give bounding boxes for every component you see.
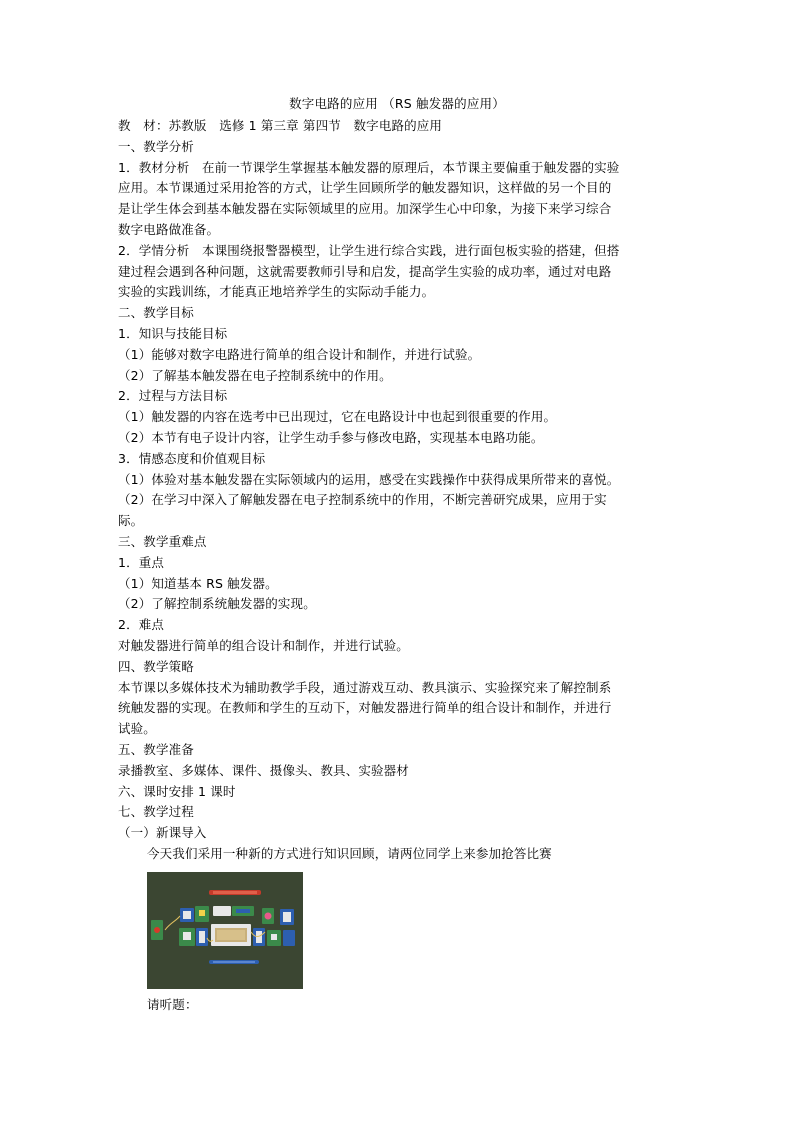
section-heading: 二、教学目标 (118, 305, 194, 321)
paragraph-line: 对触发器进行简单的组合设计和制作，并进行试验。 (118, 637, 409, 653)
paragraph-line: 应用。本节课通过采用抢答的方式，让学生回顾所学的触发器知识，这样做的另一个目的 (118, 180, 612, 196)
subsection-heading: 1．重点 (118, 554, 165, 570)
list-item: （1）知道基本 RS 触发器。 (118, 575, 278, 591)
subsection-heading: （一）新课导入 (118, 825, 207, 841)
paragraph-line: 试验。 (118, 721, 156, 737)
list-item: （2）本节有电子设计内容，让学生动手参与修改电路，实现基本电路功能。 (118, 429, 544, 445)
paragraph-line: 请听题： (147, 996, 198, 1012)
subsection-heading: 2．过程与方法目标 (118, 388, 228, 404)
circuit-board-illustration (147, 872, 303, 989)
section-heading: 一、教学分析 (118, 138, 194, 154)
paragraph-line: 际。 (118, 513, 144, 529)
paragraph-line: 实验的实践训练，才能真正地培养学生的实际动手能力。 (118, 284, 435, 300)
paragraph-line: 数字电路做准备。 (118, 221, 220, 237)
subsection-heading: 1．知识与技能目标 (118, 325, 228, 341)
paragraph-line: 录播教室、多媒体、课件、摄像头、教具、实验器材 (118, 762, 409, 778)
section-heading: 五、教学准备 (118, 741, 194, 757)
list-item: （2）了解控制系统触发器的实现。 (118, 596, 316, 612)
paragraph-line: 统触发器的实现。在教师和学生的互动下，对触发器进行简单的组合设计和制作，并进行 (118, 700, 612, 716)
document-body (118, 116, 674, 1015)
paragraph-line: 是让学生体会到基本触发器在实际领域里的应用。加深学生心中印象，为接下来学习综合 (118, 201, 612, 217)
list-item: （2）了解基本触发器在电子控制系统中的作用。 (118, 367, 392, 383)
document-title: 数字电路的应用 （RS 触发器的应用） (289, 96, 505, 111)
list-item: （2）在学习中深入了解触发器在电子控制系统中的作用，不断完善研究成果，应用于实 (118, 492, 607, 508)
paragraph-line: 本节课以多媒体技术为辅助教学手段，通过游戏互动、教具演示、实验探究来了解控制系 (118, 679, 612, 695)
circuit-board-photo (147, 872, 303, 989)
paragraph-line: 建过程会遇到各种问题，这就需要教师引导和启发，提高学生实验的成功率，通过对电路 (118, 263, 612, 279)
list-item: （1）能够对数字电路进行简单的组合设计和制作，并进行试验。 (118, 346, 481, 362)
section-heading: 七、教学过程 (118, 804, 194, 820)
list-item: （1）触发器的内容在选考中已出现过，它在电路设计中也起到很重要的作用。 (118, 409, 557, 425)
section-heading: 三、教学重难点 (118, 533, 207, 549)
subsection-heading: 2．难点 (118, 617, 165, 633)
paragraph-line: 1．教材分析 在前一节课学生掌握基本触发器的原理后，本节课主要偏重于触发器的实验 (118, 159, 620, 175)
textbook-line: 教 材：苏教版 选修 1 第三章 第四节 数字电路的应用 (118, 118, 443, 133)
subsection-heading: 3．情感态度和价值观目标 (118, 450, 266, 466)
list-item: （1）体验对基本触发器在实际领域内的运用，感受在实践操作中获得成果所带来的喜悦。 (118, 471, 620, 487)
paragraph-line: 今天我们采用一种新的方式进行知识回顾，请两位同学上来参加抢答比赛 (147, 845, 552, 861)
section-heading: 四、教学策略 (118, 658, 194, 674)
section-heading: 六、课时安排 1 课时 (118, 783, 236, 799)
paragraph-line: 2．学情分析 本课围绕报警器模型，让学生进行综合实践，进行面包板实验的搭建，但搭 (118, 242, 620, 258)
